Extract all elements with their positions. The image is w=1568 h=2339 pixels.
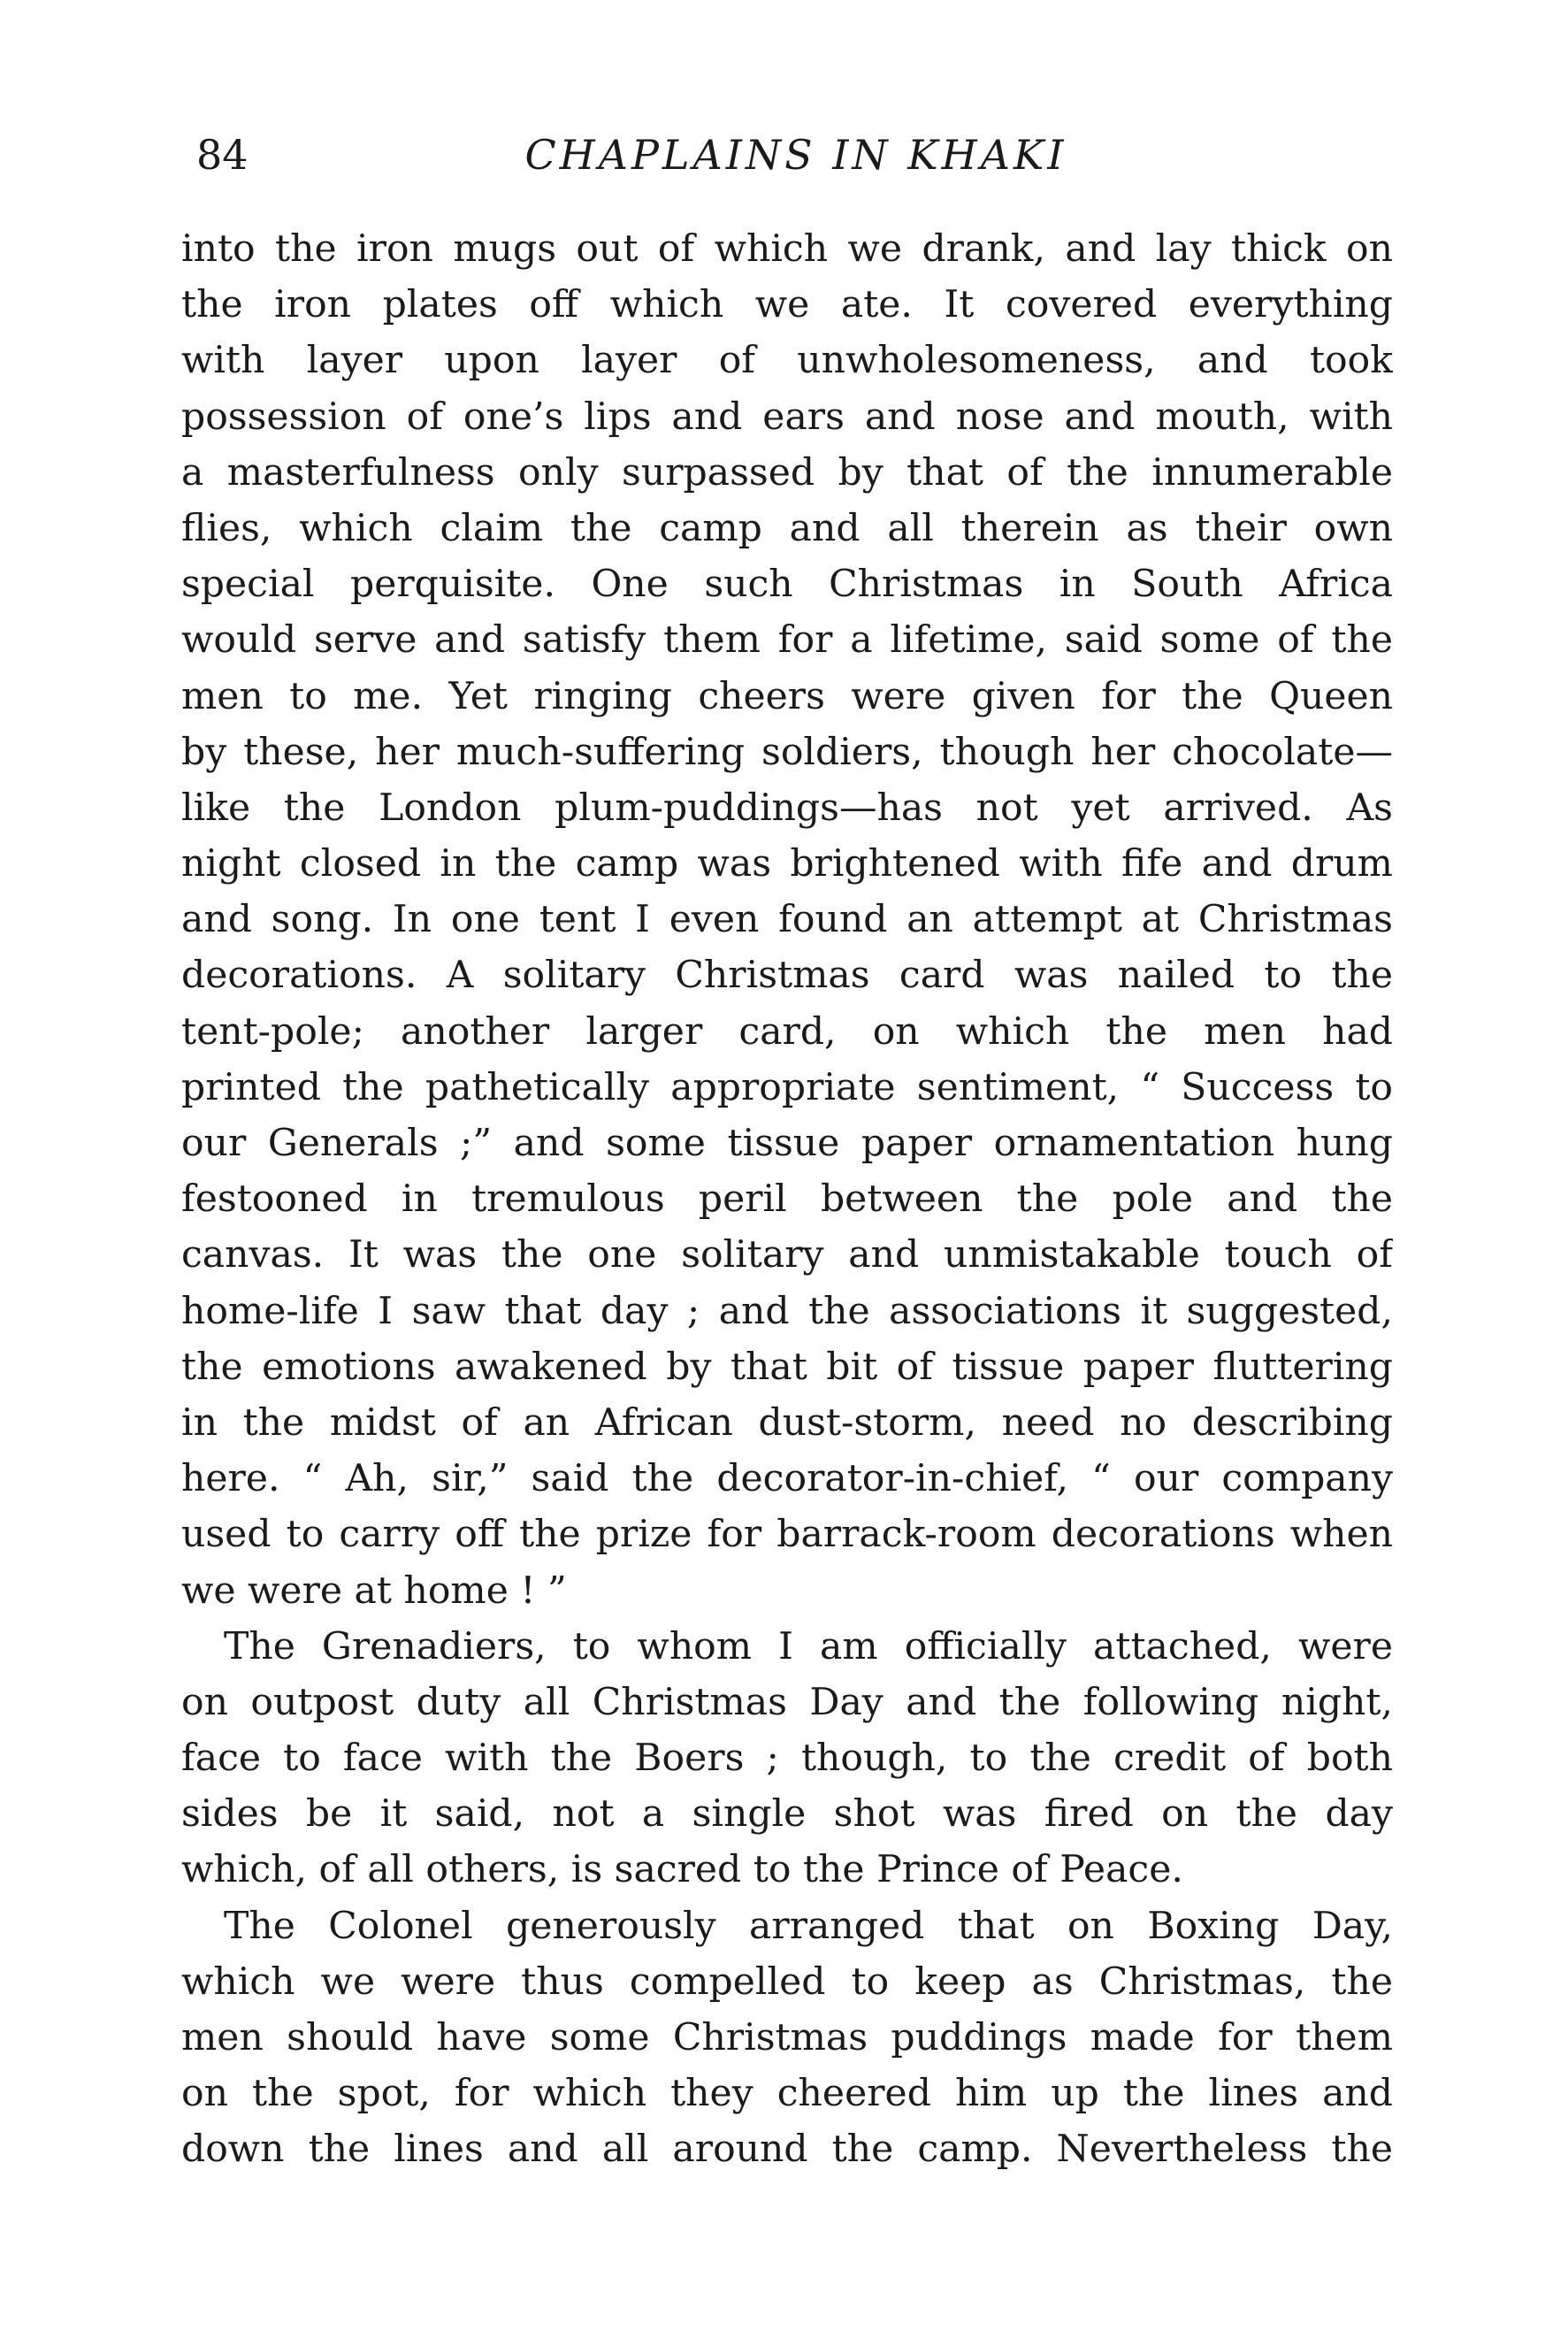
page-header [186, 124, 1406, 186]
text-line: The Colonel generously arranged that on Boxing Day, [224, 1904, 1393, 1948]
text-line: on outpost duty all Christmas Day and the following night, [181, 1680, 1393, 1724]
text-line: men should have some Christmas puddings made for them [181, 2016, 1393, 2059]
text-line: by these, her much-suffering soldiers, though her chocolate— [181, 730, 1393, 774]
text-line: canvas. It was the one solitary and unmistakable touch of [181, 1233, 1393, 1277]
text-line: the emotions awakened by that bit of tissue paper fluttering [181, 1345, 1393, 1389]
text-line: down the lines and all around the camp. Nevertheless the [181, 2128, 1393, 2172]
text-line: which we were thus compelled to keep as Christmas, the [181, 1959, 1393, 2004]
text-line: possession of one’s lips and ears and nose and mouth, with [181, 395, 1393, 439]
paragraph [181, 1619, 1393, 1898]
text-line: our Generals ;” and some tissue paper ornamentation hung [181, 1122, 1393, 1165]
text-line: like the London plum-puddings—has not yet arrived. As [181, 786, 1393, 830]
text-line: a masterfulness only surpassed by that of the innumerable [181, 450, 1393, 495]
body-text [181, 221, 1393, 2178]
running-title: CHAPLAINS IN KHAKI [524, 131, 1067, 179]
text-line: and song. In one tent I even found an attempt at Christmas [181, 898, 1393, 942]
text-line: men to me. Yet ringing cheers were given for the Queen [181, 674, 1393, 718]
text-line: into the iron mugs out of which we drank, and lay thick on [181, 227, 1393, 271]
text-line: printed the pathetically appropriate sentiment, “ Success to [181, 1065, 1393, 1109]
text-line: on the spot, for which they cheered him up the lines and [181, 2072, 1393, 2116]
text-line: used to carry off the prize for barrack-room decorations when [181, 1513, 1393, 1557]
text-line: festooned in tremulous peril between the pole and the [181, 1177, 1393, 1222]
paragraph [181, 1898, 1393, 2178]
text-line: with layer upon layer of unwholesomeness, and took [181, 339, 1393, 383]
paragraph [181, 221, 1393, 1619]
text-line: special perquisite. One such Christmas in South Africa [181, 563, 1393, 607]
text-line: in the midst of an African dust-storm, need no describing [181, 1400, 1393, 1445]
text-line: decorations. A solitary Christmas card was nailed to the [181, 954, 1393, 998]
text-line: flies, which claim the camp and all therein as their own [181, 506, 1393, 550]
text-line: night closed in the camp was brightened with fife and drum [181, 842, 1393, 886]
text-line: The Grenadiers, to whom I am officially attached, were [224, 1624, 1393, 1668]
page-number: 84 [196, 131, 249, 179]
text-line: home-life I saw that day ; and the associations it suggested, [181, 1289, 1393, 1333]
text-line: tent-pole; another larger card, on which the men had [181, 1009, 1393, 1054]
text-line: here. “ Ah, sir,” said the decorator-in-chief, “ our company [181, 1457, 1393, 1501]
text-line: sides be it said, not a single shot was fired on the day [181, 1792, 1393, 1837]
text-line: face to face with the Boers ; though, to the credit of both [181, 1737, 1393, 1781]
text-line: we were at home ! ” [181, 1568, 567, 1613]
text-line: would serve and satisfy them for a lifetime, said some of the [181, 618, 1393, 663]
text-line: the iron plates off which we ate. It covered everything [181, 283, 1393, 327]
text-line: which, of all others, is sacred to the Prince of Peace. [181, 1848, 1183, 1892]
